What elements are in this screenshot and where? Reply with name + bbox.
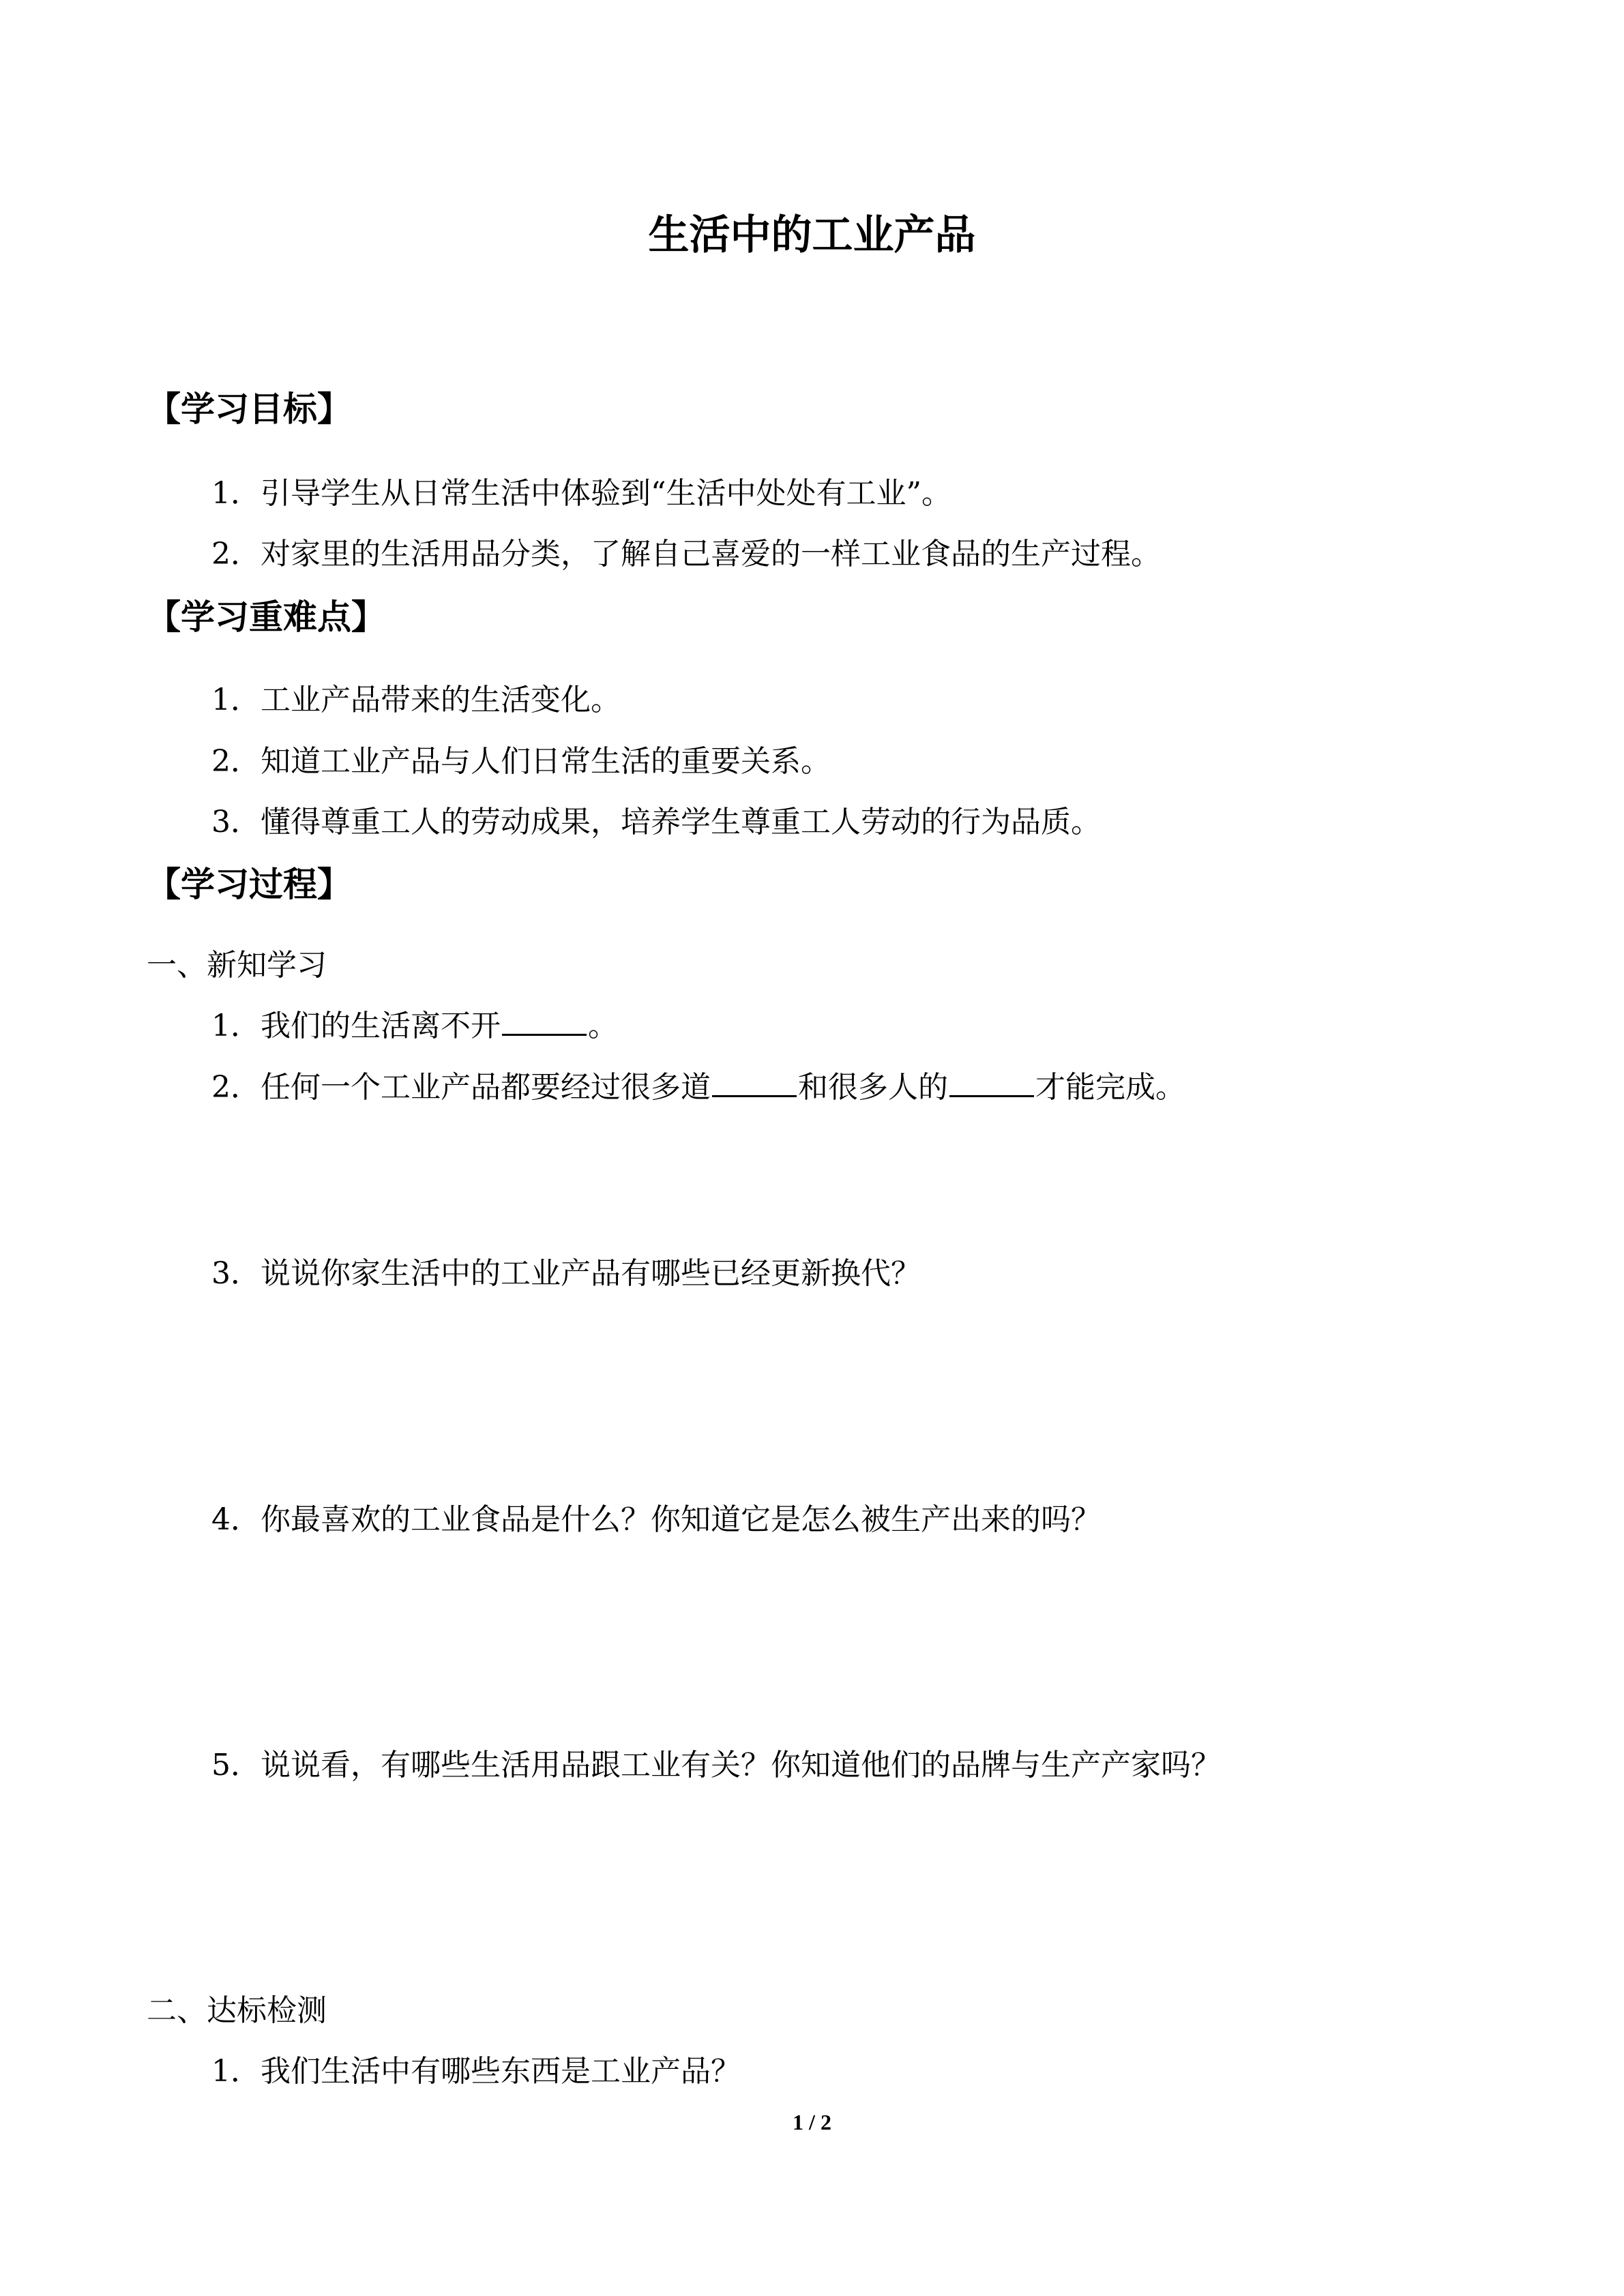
question-1 <box>211 1004 618 1048</box>
heading-learning-process: 【学习过程】 <box>147 865 351 904</box>
part-assessment-label: 二、达标检测 <box>147 1993 327 2028</box>
question-2 <box>211 1065 1185 1109</box>
answer-blank <box>949 1065 1034 1097</box>
goal-item-1: 1．引导学生从日常生活中体验到“生活中处处有工业”。 <box>211 476 951 511</box>
answer-blank <box>502 1004 587 1036</box>
goal-item-2: 2．对家里的生活用品分类，了解自己喜爱的一样工业食品的生产过程。 <box>211 537 1161 571</box>
question-1-text: 1．我们的生活离不开 <box>211 1009 501 1043</box>
question-3: 3．说说你家生活中的工业产品有哪些已经更新换代？ <box>211 1256 921 1291</box>
key-point-item-3: 3．懂得尊重工人的劳动成果，培养学生尊重工人劳动的行为品质。 <box>211 805 1101 839</box>
key-point-item-1: 1．工业产品带来的生活变化。 <box>211 683 621 717</box>
page-title: 生活中的工业产品 <box>648 211 976 259</box>
question-2-middle: 和很多人的 <box>798 1070 948 1105</box>
answer-blank <box>712 1065 797 1097</box>
key-point-item-2: 2．知道工业产品与人们日常生活的重要关系。 <box>211 744 831 779</box>
question-2-text: 2．任何一个工业产品都要经过很多道 <box>211 1070 711 1105</box>
question-5: 5．说说看，有哪些生活用品跟工业有关？你知道他们的品牌与生产产家吗？ <box>211 1748 1221 1783</box>
question-1-end: 。 <box>588 1009 618 1043</box>
heading-learning-goals: 【学习目标】 <box>147 389 351 429</box>
heading-key-points: 【学习重难点】 <box>147 597 385 637</box>
page-number: 1 / 2 <box>793 2110 831 2134</box>
part-new-knowledge-label: 一、新知学习 <box>147 948 327 983</box>
assessment-question-1: 1．我们生活中有哪些东西是工业产品？ <box>211 2054 741 2089</box>
question-2-end: 才能完成。 <box>1035 1070 1185 1105</box>
question-4: 4．你最喜欢的工业食品是什么？你知道它是怎么被生产出来的吗？ <box>211 1502 1101 1537</box>
